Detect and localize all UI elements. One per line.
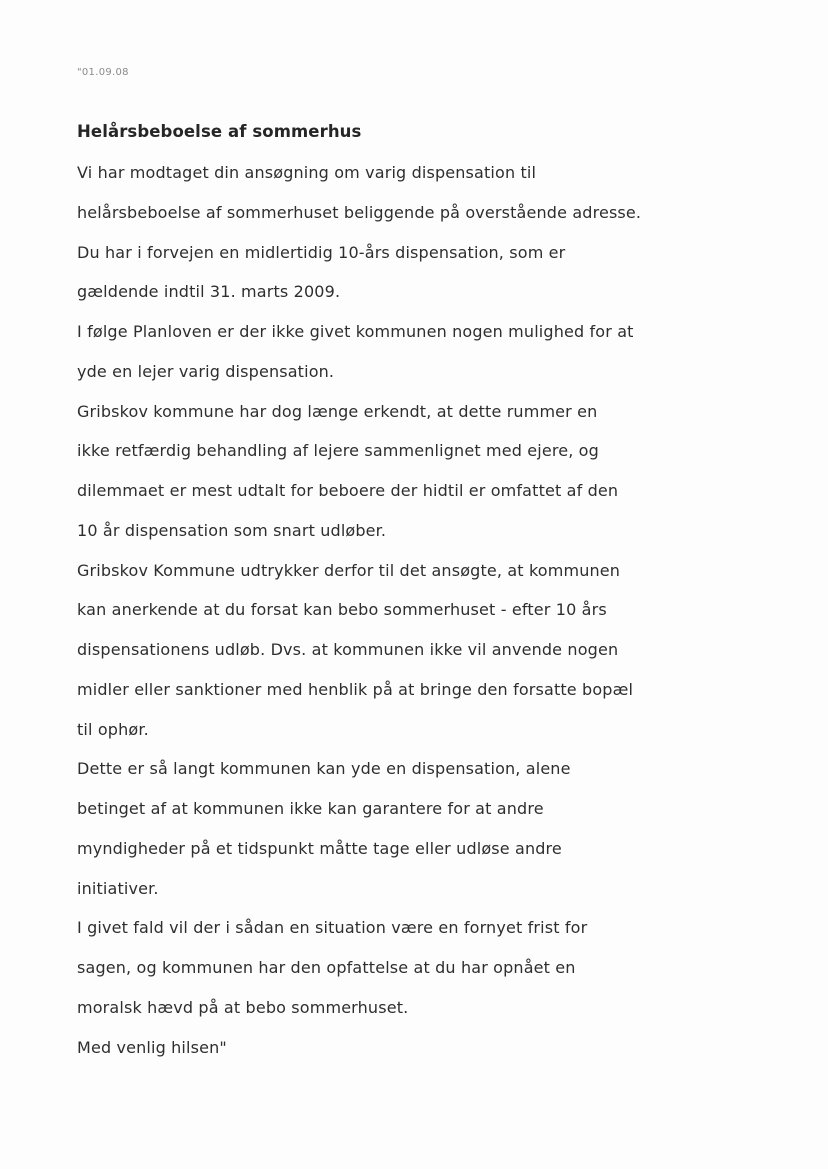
document-body: [77, 158, 717, 1072]
body-line: midler eller sanktioner med henblik på at bringe den forsatte bopæl: [77, 679, 634, 699]
body-line: sagen, og kommunen har den opfattelse at du har opnået en: [77, 958, 576, 977]
body-line: Gribskov kommune har dog længe erkendt, at dette rummer en: [77, 401, 598, 421]
body-line: gældende indtil 31. marts 2009.: [77, 282, 341, 302]
body-line: Gribskov Kommune udtrykker derfor til det ansøgte, at kommunen: [77, 560, 621, 580]
body-line: kan anerkende at du forsat kan bebo sommerhuset - efter 10 års: [77, 600, 607, 620]
body-line: 10 år dispensation som snart udløber.: [77, 520, 387, 540]
body-line: helårsbeboelse af sommerhuset beliggende på overstående adresse.: [77, 202, 642, 222]
body-line: moralsk hævd på at bebo sommerhuset.: [77, 997, 409, 1017]
body-line: initiativer.: [77, 878, 159, 898]
body-line: Du har i forvejen en midlertidig 10-års dispensation, som er: [77, 242, 566, 262]
body-line: dilemmaet er mest udtalt for beboere der hidtil er omfattet af den: [77, 481, 619, 500]
body-line: dispensationens udløb. Dvs. at kommunen ikke vil anvende nogen: [77, 640, 619, 659]
body-line: ikke retfærdig behandling af lejere sammenlignet med ejere, og: [77, 441, 599, 461]
body-line: Vi har modtaget din ansøgning om varig dispensation til: [77, 163, 537, 182]
body-line: betinget af at kommunen ikke kan garantere for at andre: [77, 799, 544, 818]
body-line: I givet fald vil der i sådan en situation være en fornyet frist for: [77, 918, 588, 938]
body-line: Dette er så langt kommunen kan yde en dispensation, alene: [77, 759, 571, 779]
body-line: myndigheder på et tidspunkt måtte tage eller udløse andre: [77, 838, 562, 858]
body-line: Med venlig hilsen": [77, 1037, 227, 1057]
body-line: til ophør.: [77, 719, 149, 739]
document-title: Helårsbeboelse af sommerhus: [77, 122, 362, 141]
document-date: "01.09.08: [77, 67, 129, 78]
body-line: yde en lejer varig dispensation.: [77, 361, 335, 381]
body-line: I følge Planloven er der ikke givet kommunen nogen mulighed for at: [77, 322, 634, 341]
